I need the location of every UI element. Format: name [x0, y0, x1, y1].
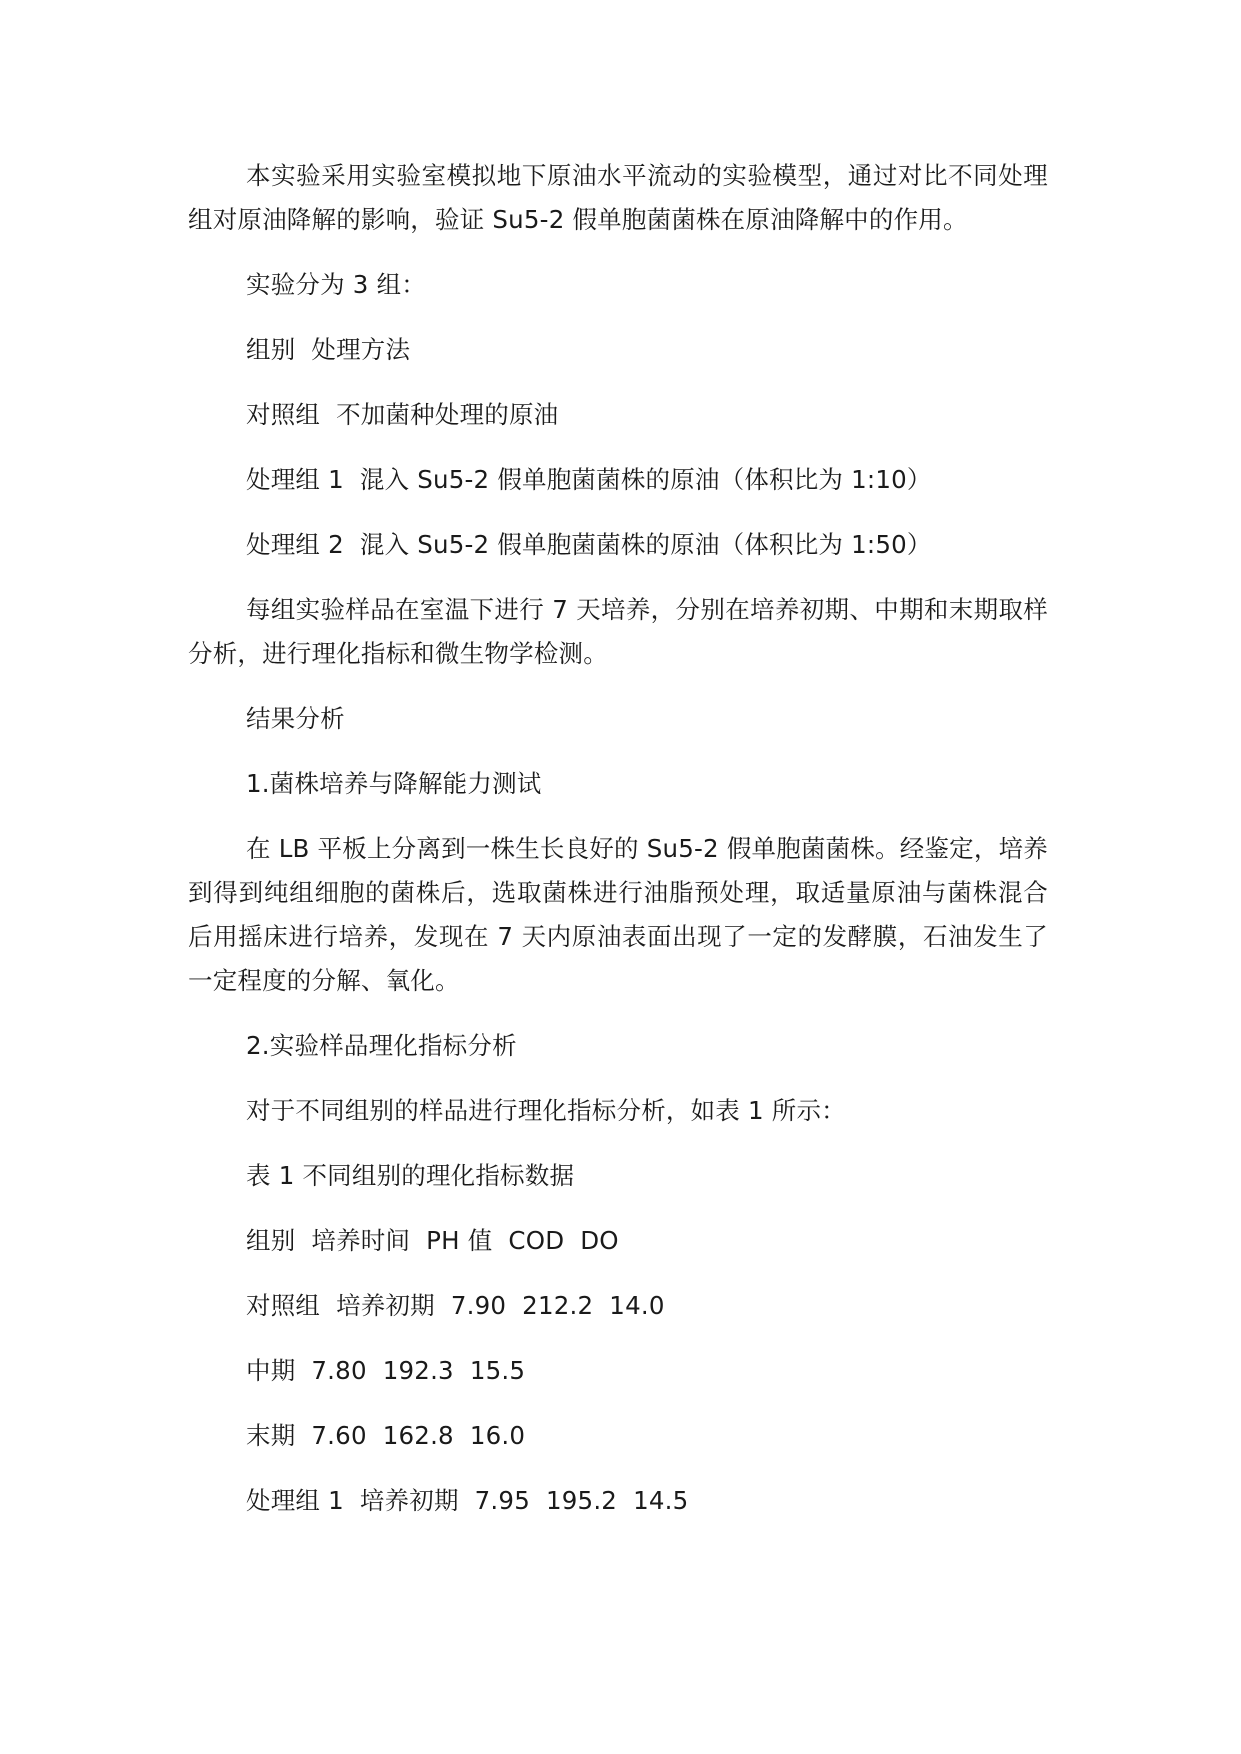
results-heading: 结果分析 [246, 704, 345, 733]
table-row-control-end: 末期 7.60 162.8 16.0 [246, 1421, 526, 1450]
table-row-treatment-1-initial: 处理组 1 培养初期 7.95 195.2 14.5 [246, 1486, 689, 1515]
group-count-line: 实验分为 3 组： [246, 270, 426, 299]
strain-paragraph: 在 LB 平板上分离到一株生长良好的 Su5-2 假单胞菌菌株。经鉴定，培养到得到纯组细胞的菌株后，选取菌株进行油脂预处理，取适量原油与菌株混合后用摇床进行培养，发现在 7 天内原油表面出现了一定的发酵膜，石油发生了一定程度的分解、氧化。 [188, 834, 1048, 995]
analysis-intro-line: 对于不同组别的样品进行理化指标分析，如表 1 所示： [246, 1096, 846, 1125]
table-caption: 表 1 不同组别的理化指标数据 [246, 1161, 575, 1190]
group-header-line: 组别 处理方法 [246, 335, 411, 364]
intro-paragraph: 本实验采用实验室模拟地下原油水平流动的实验模型，通过对比不同处理组对原油降解的影响，验证 Su5-2 假单胞菌菌株在原油降解中的作用。 [188, 161, 1048, 234]
table-header-line: 组别 培养时间 PH 值 COD DO [246, 1226, 619, 1255]
section-2-heading: 2.实验样品理化指标分析 [246, 1031, 517, 1060]
treatment-group-1-line: 处理组 1 混入 Su5-2 假单胞菌菌株的原油（体积比为 1:10） [246, 465, 932, 494]
table-row-control-initial: 对照组 培养初期 7.90 212.2 14.0 [246, 1291, 665, 1320]
control-group-line: 对照组 不加菌种处理的原油 [246, 400, 559, 429]
document-body [188, 154, 1048, 1523]
treatment-group-2-line: 处理组 2 混入 Su5-2 假单胞菌菌株的原油（体积比为 1:50） [246, 530, 932, 559]
section-1-heading: 1.菌株培养与降解能力测试 [246, 769, 542, 798]
table-row-control-middle: 中期 7.80 192.3 15.5 [246, 1356, 526, 1385]
culture-paragraph: 每组实验样品在室温下进行 7 天培养，分别在培养初期、中期和末期取样分析，进行理化指标和微生物学检测。 [188, 595, 1048, 668]
